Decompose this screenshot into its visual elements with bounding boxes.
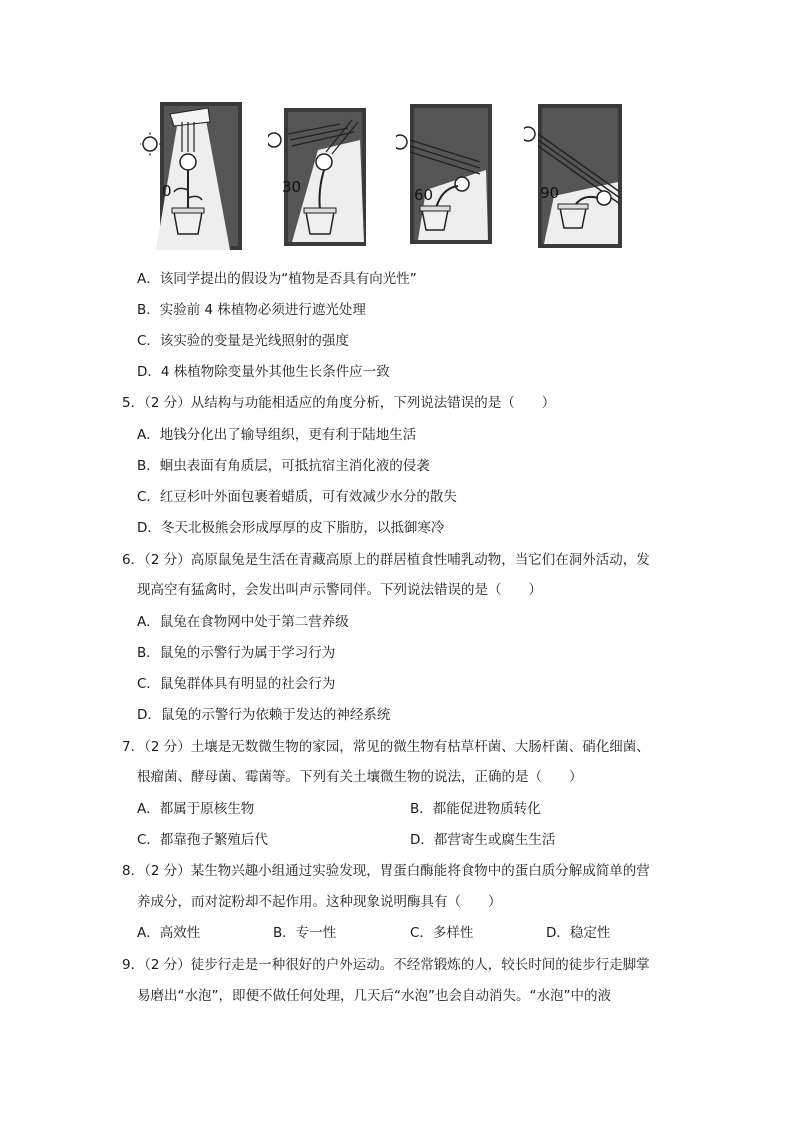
panel-90-label: 90 <box>540 184 560 202</box>
q8-option-a: A．高效性 <box>137 925 201 941</box>
q7-stem-line2: 根瘤菌、酵母菌、霉菌等。下列有关土壤微生物的说法，正确的是（ ） <box>137 769 583 785</box>
q9-stem-line1: 9．（2 分）徒步行走是一种很好的户外运动。不经常锻炼的人，较长时间的徒步行走脚掌 <box>122 957 650 973</box>
q5-option-a: A．地钱分化出了输导组织，更有利于陆地生活 <box>137 427 417 443</box>
q4-option-c: C．该实验的变量是光线照射的强度 <box>137 333 349 349</box>
panel-60-label: 60 <box>414 186 434 204</box>
q6-stem-line2: 现高空有猛禽时，会发出叫声示警同伴。下列说法错误的是（ ） <box>137 582 542 598</box>
q7-option-b: B．都能促进物质转化 <box>410 801 541 817</box>
panel-0-degrees <box>140 100 250 252</box>
panel-90-degrees <box>524 100 640 252</box>
q8-option-b: B．专一性 <box>273 925 337 941</box>
q5-option-b: B．蛔虫表面有角质层，可抵抗宿主消化液的侵袭 <box>137 458 430 474</box>
experiment-figure <box>140 100 640 252</box>
q7-option-d: D．都营寄生或腐生生活 <box>410 832 556 848</box>
q4-option-b: B．实验前 4 株植物必须进行遮光处理 <box>137 302 366 318</box>
q4-option-a: A．该同学提出的假设为“植物是否具有向光性” <box>137 271 417 287</box>
q6-option-c: C．鼠兔群体具有明显的社会行为 <box>137 676 336 692</box>
q7-stem-line1: 7．（2 分）土壤是无数微生物的家园，常见的微生物有枯草杆菌、大肠杆菌、硝化细菌、 <box>122 739 650 755</box>
q8-option-c: C．多样性 <box>410 925 474 941</box>
q6-option-d: D．鼠兔的示警行为依赖于发达的神经系统 <box>137 707 391 723</box>
q5-option-d: D．冬天北极熊会形成厚厚的皮下脂肪，以抵御寒冷 <box>137 520 445 536</box>
panel-30-degrees <box>268 100 378 252</box>
q4-option-d: D．4 株植物除变量外其他生长条件应一致 <box>137 364 390 380</box>
q8-stem-line1: 8．（2 分）某生物兴趣小组通过实验发现，胃蛋白酶能将食物中的蛋白质分解成简单的营 <box>122 863 650 879</box>
q6-option-a: A．鼠兔在食物网中处于第二营养级 <box>137 614 349 630</box>
q5-option-c: C．红豆杉叶外面包裹着蜡质，可有效减少水分的散失 <box>137 489 457 505</box>
panel-0-label: 0 <box>162 182 172 200</box>
q8-option-d: D．稳定性 <box>546 925 611 941</box>
panel-60-degrees <box>396 100 506 252</box>
q7-option-a: A．都属于原核生物 <box>137 801 255 817</box>
q9-stem-line2: 易磨出“水泡”，即便不做任何处理，几天后“水泡”也会自动消失。“水泡”中的液 <box>137 988 611 1004</box>
q5-stem: 5．（2 分）从结构与功能相适应的角度分析，下列说法错误的是（ ） <box>122 395 556 411</box>
q7-option-c: C．都靠孢子繁殖后代 <box>137 832 268 848</box>
q6-stem-line1: 6．（2 分）高原鼠兔是生活在青藏高原上的群居植食性哺乳动物，当它们在洞外活动，发 <box>122 552 650 568</box>
panel-30-label: 30 <box>282 178 302 196</box>
q8-stem-line2: 养成分，而对淀粉却不起作用。这种现象说明酶具有（ ） <box>137 894 502 910</box>
q6-option-b: B．鼠兔的示警行为属于学习行为 <box>137 645 336 661</box>
